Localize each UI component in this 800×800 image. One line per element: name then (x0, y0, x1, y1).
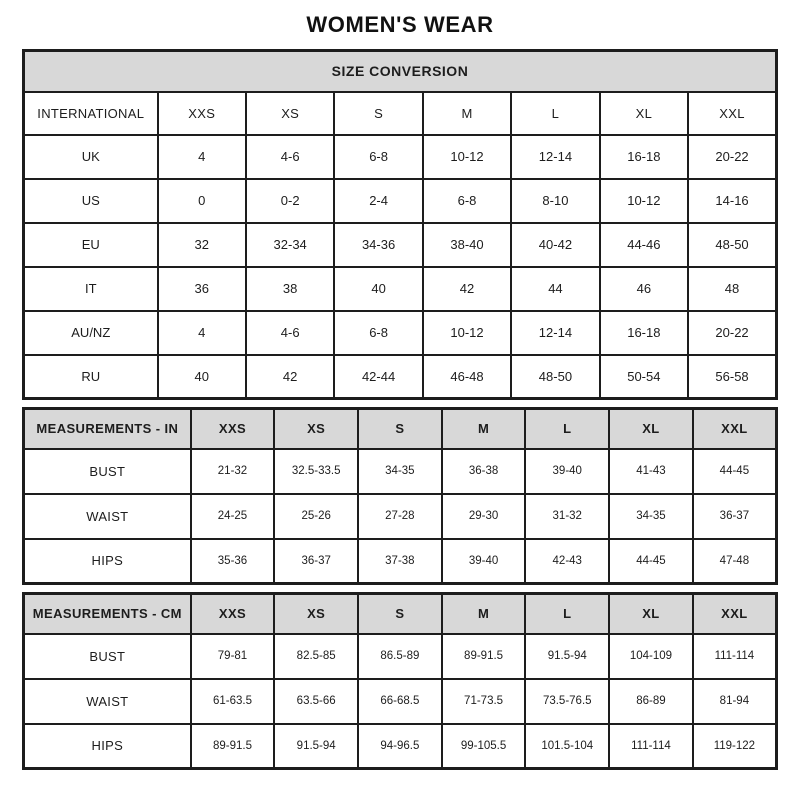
table-cell: 61-63.5 (191, 679, 275, 724)
size-header-cell: L (525, 409, 609, 449)
row-label: BUST (24, 634, 191, 679)
table-cell: 36 (158, 267, 246, 311)
table-cell: 42 (246, 355, 334, 399)
table-cell: 63.5-66 (274, 679, 358, 724)
row-label: HIPS (24, 724, 191, 769)
table-row (24, 409, 777, 449)
table-cell: 20-22 (688, 311, 776, 355)
size-header-cell: S (358, 594, 442, 634)
table-cell: 73.5-76.5 (525, 679, 609, 724)
row-label: EU (24, 223, 158, 267)
table-cell: 48-50 (688, 223, 776, 267)
table-cell: 4 (158, 135, 246, 179)
table-cell: 6-8 (334, 135, 422, 179)
row-label: WAIST (24, 679, 191, 724)
table-cell: 66-68.5 (358, 679, 442, 724)
size-header-cell: L (511, 92, 599, 135)
table-cell: 29-30 (442, 494, 526, 539)
size-header-cell: XS (246, 92, 334, 135)
table-cell: 6-8 (423, 179, 511, 223)
table-cell: 2-4 (334, 179, 422, 223)
table-cell: 50-54 (600, 355, 688, 399)
size-conversion-table (22, 49, 778, 400)
measurements-in-table (22, 407, 778, 585)
size-header-cell: XXL (693, 409, 777, 449)
table-cell: 48 (688, 267, 776, 311)
table-cell: 10-12 (600, 179, 688, 223)
table-cell: 10-12 (423, 135, 511, 179)
table-row (24, 51, 777, 92)
measurements-cm-title: MEASUREMENTS - CM (24, 594, 191, 634)
table-cell: 10-12 (423, 311, 511, 355)
table-cell: 4 (158, 311, 246, 355)
table-cell: 42-44 (334, 355, 422, 399)
table-cell: 16-18 (600, 311, 688, 355)
row-label: HIPS (24, 539, 191, 584)
size-header-cell: M (423, 92, 511, 135)
size-header-cell: S (334, 92, 422, 135)
size-header-cell: XS (274, 409, 358, 449)
table-cell: 25-26 (274, 494, 358, 539)
table-cell: 36-38 (442, 449, 526, 494)
table-cell: 40-42 (511, 223, 599, 267)
table-cell: 56-58 (688, 355, 776, 399)
size-conversion-title: SIZE CONVERSION (24, 51, 777, 92)
table-cell: 82.5-85 (274, 634, 358, 679)
table-cell: 21-32 (191, 449, 275, 494)
table-row (24, 539, 777, 584)
table-cell: 8-10 (511, 179, 599, 223)
table-cell: 39-40 (525, 449, 609, 494)
page-title: WOMEN'S WEAR (306, 12, 494, 37)
row-label: UK (24, 135, 158, 179)
table-cell: 35-36 (191, 539, 275, 584)
table-cell: 38 (246, 267, 334, 311)
table-row (24, 223, 777, 267)
size-header-cell: XXS (158, 92, 246, 135)
table-cell: 12-14 (511, 311, 599, 355)
row-label: RU (24, 355, 158, 399)
table-cell: 86.5-89 (358, 634, 442, 679)
table-row (24, 355, 777, 399)
table-cell: 44 (511, 267, 599, 311)
table-cell: 32.5-33.5 (274, 449, 358, 494)
table-cell: 91.5-94 (525, 634, 609, 679)
table-cell: 40 (158, 355, 246, 399)
table-cell: 37-38 (358, 539, 442, 584)
size-header-cell: L (525, 594, 609, 634)
table-cell: 36-37 (693, 494, 777, 539)
table-cell: 89-91.5 (191, 724, 275, 769)
row-label: WAIST (24, 494, 191, 539)
size-header-cell: S (358, 409, 442, 449)
table-row (24, 449, 777, 494)
table-cell: 89-91.5 (442, 634, 526, 679)
table-cell: 104-109 (609, 634, 693, 679)
row-label: BUST (24, 449, 191, 494)
table-cell: 0 (158, 179, 246, 223)
size-header-cell: XXS (191, 409, 275, 449)
table-cell: 24-25 (191, 494, 275, 539)
table-cell: 48-50 (511, 355, 599, 399)
table-cell: 34-35 (358, 449, 442, 494)
table-row (24, 311, 777, 355)
table-cell: 71-73.5 (442, 679, 526, 724)
row-label: INTERNATIONAL (24, 92, 158, 135)
table-cell: 32 (158, 223, 246, 267)
row-label: IT (24, 267, 158, 311)
size-header-cell: XL (600, 92, 688, 135)
table-cell: 81-94 (693, 679, 777, 724)
table-cell: 36-37 (274, 539, 358, 584)
table-cell: 31-32 (525, 494, 609, 539)
table-cell: 0-2 (246, 179, 334, 223)
table-cell: 101.5-104 (525, 724, 609, 769)
table-row (24, 724, 777, 769)
table-cell: 14-16 (688, 179, 776, 223)
size-header-cell: XL (609, 409, 693, 449)
table-cell: 44-46 (600, 223, 688, 267)
table-cell: 46-48 (423, 355, 511, 399)
table-row (24, 92, 777, 135)
table-row (24, 135, 777, 179)
table-row (24, 679, 777, 724)
table-row (24, 594, 777, 634)
table-cell: 111-114 (693, 634, 777, 679)
row-label: US (24, 179, 158, 223)
table-cell: 12-14 (511, 135, 599, 179)
table-cell: 16-18 (600, 135, 688, 179)
table-cell: 86-89 (609, 679, 693, 724)
size-header-cell: M (442, 409, 526, 449)
table-cell: 38-40 (423, 223, 511, 267)
table-cell: 34-36 (334, 223, 422, 267)
table-row (24, 494, 777, 539)
table-row (24, 634, 777, 679)
table-cell: 46 (600, 267, 688, 311)
table-cell: 4-6 (246, 311, 334, 355)
table-cell: 40 (334, 267, 422, 311)
table-cell: 6-8 (334, 311, 422, 355)
size-header-cell: M (442, 594, 526, 634)
table-cell: 91.5-94 (274, 724, 358, 769)
table-row (24, 267, 777, 311)
table-row (24, 179, 777, 223)
table-cell: 44-45 (693, 449, 777, 494)
table-cell: 47-48 (693, 539, 777, 584)
table-cell: 4-6 (246, 135, 334, 179)
size-header-cell: XXL (688, 92, 776, 135)
table-cell: 79-81 (191, 634, 275, 679)
table-cell: 44-45 (609, 539, 693, 584)
row-label: AU/NZ (24, 311, 158, 355)
size-header-cell: XXS (191, 594, 275, 634)
measurements-in-title: MEASUREMENTS - IN (24, 409, 191, 449)
measurements-cm-table (22, 592, 778, 770)
table-cell: 27-28 (358, 494, 442, 539)
table-cell: 42 (423, 267, 511, 311)
size-header-cell: XS (274, 594, 358, 634)
table-cell: 20-22 (688, 135, 776, 179)
size-header-cell: XXL (693, 594, 777, 634)
table-cell: 99-105.5 (442, 724, 526, 769)
table-cell: 34-35 (609, 494, 693, 539)
table-cell: 94-96.5 (358, 724, 442, 769)
table-cell: 41-43 (609, 449, 693, 494)
table-cell: 119-122 (693, 724, 777, 769)
table-cell: 111-114 (609, 724, 693, 769)
table-cell: 32-34 (246, 223, 334, 267)
table-cell: 42-43 (525, 539, 609, 584)
size-header-cell: XL (609, 594, 693, 634)
table-cell: 39-40 (442, 539, 526, 584)
